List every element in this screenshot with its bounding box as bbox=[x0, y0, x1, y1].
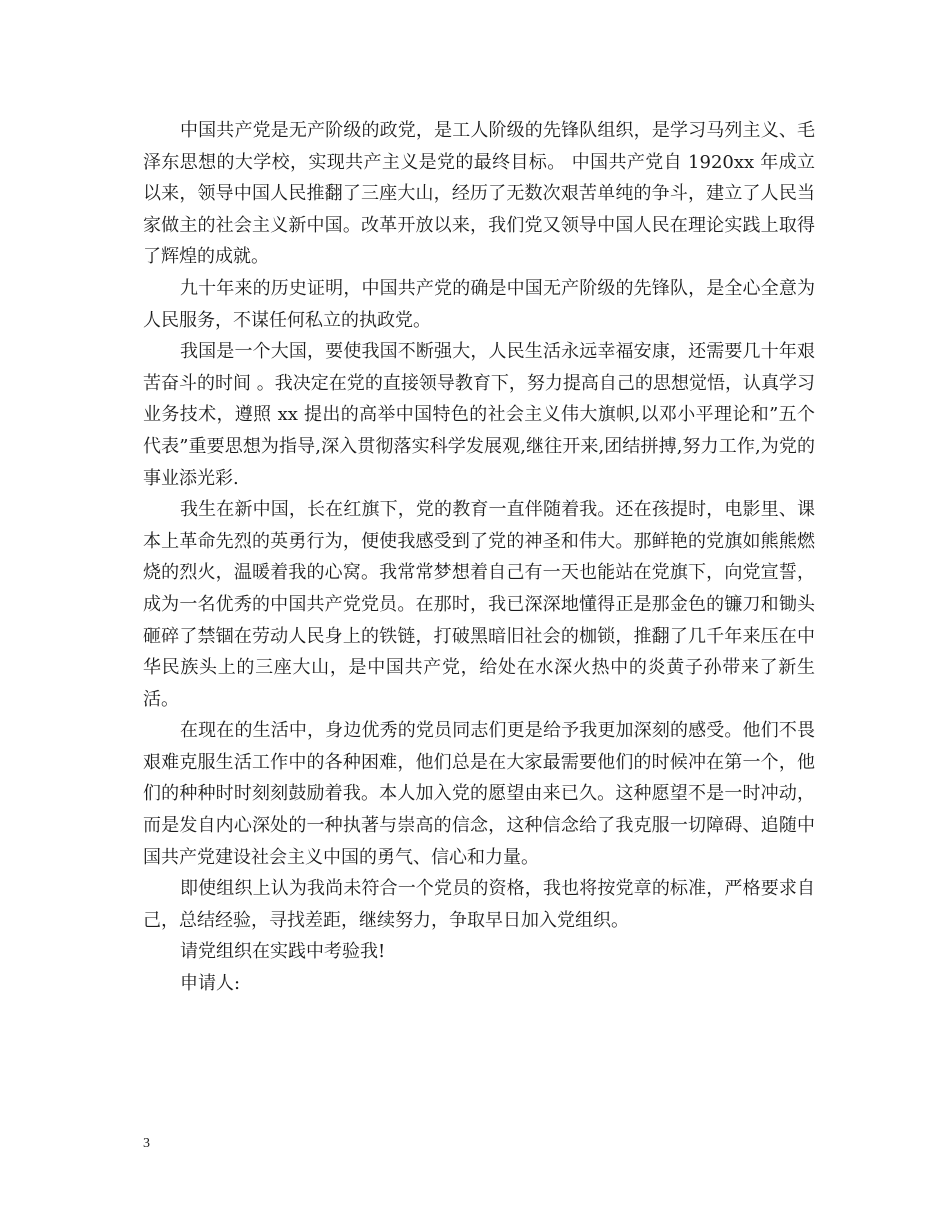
paragraph-6: 即使组织上认为我尚未符合一个党员的资格，我也将按党章的标准，严格要求自己，总结经验，寻找差距，继续努力，争取早日加入党组织。 bbox=[143, 878, 815, 931]
page-number: 3 bbox=[143, 1136, 150, 1151]
document-body bbox=[143, 115, 815, 1000]
paragraph-3: 我国是一个大国，要使我国不断强大，人民生活永远幸福安康，还需要几十年艰苦奋斗的时间 。我决定在党的直接领导教育下，努力提高自己的思想觉悟，认真学习业务技术，遵照 xx 提出的高举中国特色的社会主义伟大旗帜,以邓小平理论和”五个代表”重要思想为指导,深入贯彻落实科学发展观,继往开来,团结拼搏,努力工作,为党的事业添光彩. bbox=[143, 341, 815, 489]
paragraph-2: 九十年来的历史证明，中国共产党的确是中国无产阶级的先锋队，是全心全意为人民服务，不谋任何私立的执政党。 bbox=[143, 277, 815, 331]
paragraph-1: 中国共产党是无产阶级的政党，是工人阶级的先锋队组织，是学习马列主义、毛泽东思想的大学校，实现共产主义是党的最终目标。 中国共产党自 1920xx 年成立以来，领导中国人民推翻了三座大山，经历了无数次艰苦单纯的争斗，建立了人民当家做主的社会主义新中国。改革开放以来，我们党又领导中国人民在理论实践上取得了辉煌的成就。 bbox=[143, 120, 815, 268]
paragraph-5: 在现在的生活中，身边优秀的党员同志们更是给予我更加深刻的感受。他们不畏艰难克服生活工作中的各种困难，他们总是在大家最需要他们的时候冲在第一个，他们的种种时时刻刻鼓励着我。本人加入党的愿望由来已久。这种愿望不是一时冲动，而是发自内心深处的一种执著与崇高的信念，这种信念给了我克服一切障碍、追随中国共产党建设社会主义中国的勇气、信心和力量。 bbox=[143, 720, 815, 868]
applicant-signature-line: 申请人: bbox=[180, 973, 241, 995]
closing-request: 请党组织在实践中考验我! bbox=[180, 941, 386, 963]
paragraph-4: 我生在新中国，长在红旗下，党的教育一直伴随着我。还在孩提时，电影里、课本上革命先烈的英勇行为，便使我感受到了党的神圣和伟大。那鲜艳的党旗如熊熊燃烧的烈火，温暖着我的心窝。我常常梦想着自己有一天也能站在党旗下，向党宣誓，成为一名优秀的中国共产党党员。在那时，我已深深地懂得正是那金色的镰刀和锄头砸碎了禁锢在劳动人民身上的铁链，打破黑暗旧社会的枷锁，推翻了几千年来压在中华民族头上的三座大山，是中国共产党，给处在水深火热中的炎黄子孙带来了新生活。 bbox=[143, 499, 815, 710]
